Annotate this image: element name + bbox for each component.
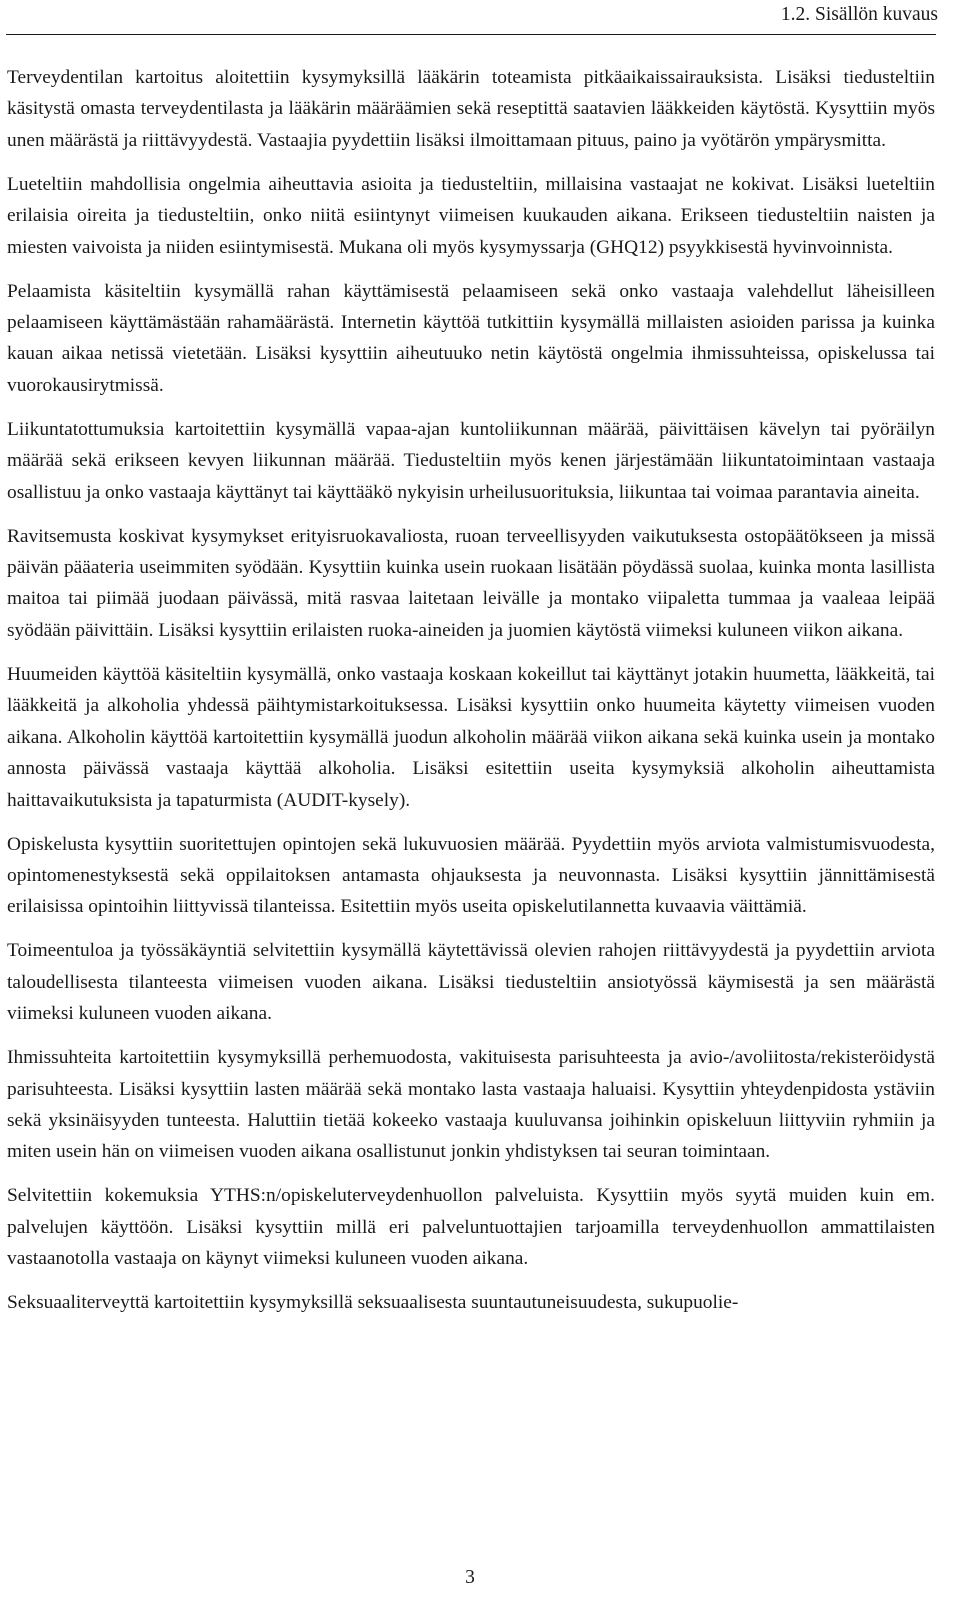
header-rule xyxy=(6,34,936,35)
paragraph-opiskelu: Opiskelusta kysyttiin suoritettujen opintojen sekä lukuvuosien määrää. Pyydettiin myös arviota valmistumisvuodesta, opintomenestyksestä sekä oppilaitoksen antamasta ohjauksesta ja neuvonnasta. Lisäksi kysyttiin jännittämisestä erilaisissa opintoihin liittyvissä tilanteissa. Esitettiin myös useita opiskelutilannetta kuvaavia väittämiä. xyxy=(7,833,935,918)
paragraph-huumeet-alkoholi: Huumeiden käyttöä käsiteltiin kysymällä, onko vastaaja koskaan kokeillut tai käyttänyt jotakin huumetta, lääkkeitä, tai lääkkeitä ja alkoholia yhdessä päihtymistarkoituksessa. Lisäksi kysyttiin onko huumeita käytetty viimeisen vuoden aikana. Alkoholin käyttöä kartoitettiin kysymällä juodun alkoholin määrää viikon aikana sekä kuinka usein ja montako annosta päivässä vastaaja käyttää alkoholia. Lisäksi esitettiin useita kysymyksiä alkoholin aiheuttamista haittavaikutuksista ja tapaturmista (AUDIT-kysely). xyxy=(7,663,935,811)
paragraph-ongelmat-oireet: Lueteltiin mahdollisia ongelmia aiheuttavia asioita ja tiedusteltiin, millaisina vastaajat ne kokivat. Lisäksi lueteltiin erilaisia oireita ja tiedusteltiin, onko niitä esiintynyt viimeisen kuukauden aikana. Erikseen tiedusteltiin naisten ja miesten vaivoista ja niiden esiintymisestä. Mukana oli myös kysymyssarja (GHQ12) psyykkisestä hyvinvoinnista. xyxy=(7,173,935,258)
body-text xyxy=(7,62,935,1331)
paragraph-pelaaminen-internet: Pelaamista käsiteltiin kysymällä rahan käyttämisestä pelaamiseen sekä onko vastaaja valehdellut läheisilleen pelaamiseen käyttämästään rahamäärästä. Internetin käyttöä tutkittiin kysymällä millaisten asioiden parissa ja kuinka kauan aikaa netissä vietetään. Lisäksi kysyttiin aiheutuuko netin käytöstä ongelmia ihmissuhteissa, opiskelussa tai vuorokausirytmissä. xyxy=(7,280,935,396)
page-number: 3 xyxy=(465,1567,475,1588)
paragraph-liikunta: Liikuntatottumuksia kartoitettiin kysymällä vapaa-ajan kuntoliikunnan määrää, päivittäisen kävelyn tai pyöräilyn määrää sekä erikseen kevyen liikunnan määrää. Tiedusteltiin myös kenen järjestämään liikuntatoimintaan vastaaja osallistuu ja onko vastaaja käyttänyt tai käyttääkö nykyisin urheilusuorituksia, liikuntaa tai voimaa parantavia aineita. xyxy=(7,418,935,503)
paragraph-toimeentulo: Toimeentuloa ja työssäkäyntiä selvitettiin kysymällä käytettävissä olevien rahojen riittävyydestä ja pyydettiin arviota taloudellisesta tilanteesta viimeisen vuoden aikana. Lisäksi tiedusteltiin ansiotyössä käymisestä ja sen määrästä viimeksi kuluneen vuoden aikana. xyxy=(7,940,935,1025)
paragraph-seksuaaliterveys: Seksuaaliterveyttä kartoitettiin kysymyksillä seksuaalisesta suuntautuneisuudesta, sukupuolie- xyxy=(7,1292,739,1314)
paragraph-ihmissuhteet: Ihmissuhteita kartoitettiin kysymyksillä perhemuodosta, vakituisesta parisuhteesta ja avio-/avoliitosta/rekisteröidystä parisuhteesta. Lisäksi kysyttiin lasten määrää sekä montako lasta vastaaja haluaisi. Kysyttiin yhteydenpidosta ystäviin sekä yksinäisyyden tunteesta. Haluttiin tietää kokeeko vastaaja kuuluvansa joihinkin opiskeluun liittyviin ryhmiin ja miten usein hän on viimeisen vuoden aikana osallistunut jonkin yhdistyksen tai seuran toimintaan. xyxy=(7,1047,935,1163)
running-header: 1.2. Sisällön kuvaus xyxy=(780,4,938,25)
paragraph-ravitsemus: Ravitsemusta koskivat kysymykset erityisruokavaliosta, ruoan terveellisyyden vaikutuksesta ostopäätökseen ja missä päivän pääateria useimmiten syödään. Kysyttiin kuinka usein ruokaan lisätään pöydässä suolaa, kuinka monta lasillista maitoa tai piimää juodaan päivässä, mitä rasvaa laitetaan leivälle ja montako viipaletta tummaa ja vaaleaa leipää syödään päivittäin. Lisäksi kysyttiin erilaisten ruoka-aineiden ja juomien käytöstä viimeksi kuluneen viikon aikana. xyxy=(7,525,935,641)
paragraph-terveydentila: Terveydentilan kartoitus aloitettiin kysymyksillä lääkärin toteamista pitkäaikaissairauksista. Lisäksi tiedusteltiin käsitystä omasta terveydentilasta ja lääkärin määräämien sekä reseptittä saatavien lääkkeiden käytöstä. Kysyttiin myös unen määrästä ja riittävyydestä. Vastaajia pyydettiin lisäksi ilmoittamaan pituus, paino ja vyötärön ympärysmitta. xyxy=(7,67,935,151)
paragraph-palvelut: Selvitettiin kokemuksia YTHS:n/opiskeluterveydenhuollon palveluista. Kysyttiin myös syytä muiden kuin em. palvelujen käyttöön. Lisäksi kysyttiin millä eri palveluntuottajien tarjoamilla terveydenhuollon ammattilaisten vastaanotolla vastaaja on käynyt viimeksi kuluneen vuoden aikana. xyxy=(7,1185,935,1270)
